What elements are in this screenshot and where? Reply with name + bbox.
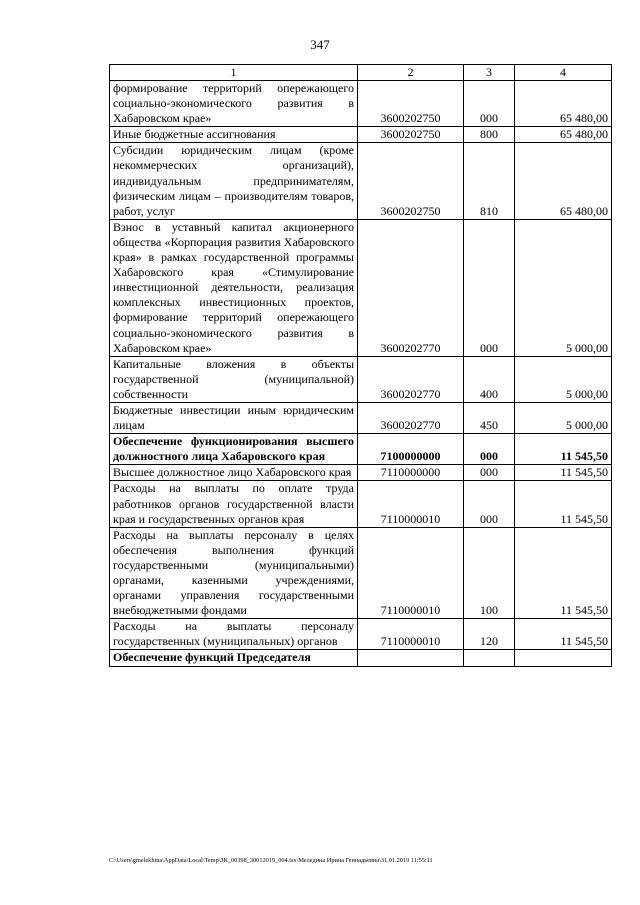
- row-code: 3600202770: [358, 402, 464, 433]
- row-code: 3600202750: [358, 143, 464, 219]
- row-type: 000: [464, 219, 515, 356]
- row-code: 3600202770: [358, 356, 464, 402]
- row-code: 3600202750: [358, 127, 464, 143]
- row-code: 7110000000: [358, 465, 464, 481]
- table-row: [110, 465, 612, 481]
- row-type: 000: [464, 481, 515, 527]
- budget-table: [109, 64, 612, 667]
- table-row: [110, 356, 612, 402]
- row-type: 120: [464, 619, 515, 650]
- row-name: Иные бюджетные ассигнования: [110, 127, 358, 143]
- row-amount: 11 545,50: [515, 434, 612, 465]
- column-header-type: 3: [464, 65, 515, 81]
- row-code: 3600202770: [358, 219, 464, 356]
- row-amount: 11 545,50: [515, 465, 612, 481]
- row-type: 000: [464, 434, 515, 465]
- row-code: 7110000010: [358, 481, 464, 527]
- table-row: [110, 143, 612, 219]
- row-amount: 5 000,00: [515, 402, 612, 433]
- row-amount: 11 545,50: [515, 527, 612, 619]
- row-name: Расходы на выплаты персоналу государственных (муниципальных) органов: [110, 619, 358, 650]
- table-row: [110, 81, 612, 127]
- row-name: Обеспечение функционирования высшего должностного лица Хабаровского края: [110, 434, 358, 465]
- row-name: Высшее должностное лицо Хабаровского края: [110, 465, 358, 481]
- row-amount: 65 480,00: [515, 127, 612, 143]
- row-code: 7110000010: [358, 527, 464, 619]
- row-type: 000: [464, 81, 515, 127]
- row-name: Расходы на выплаты персоналу в целях обеспечения выполнения функций государственными (муниципальными) органами, казенными учреждениями, органами управления государственными внебюджетными фондами: [110, 527, 358, 619]
- row-amount: [515, 650, 612, 666]
- row-name: Расходы на выплаты по оплате труда работников органов государственной власти края и государственных органов края: [110, 481, 358, 527]
- row-name: Взнос в уставный капитал акционерного общества «Корпорация развития Хабаровского края» в рамках государственной программы Хабаровского края «Стимулирование инвестиционной деятельности, реализация комплексных инвестиционных проектов, формирование территорий опережающего социально-экономического развития в Хабаровском крае»: [110, 219, 358, 356]
- row-amount: 65 480,00: [515, 143, 612, 219]
- column-header-amount: 4: [515, 65, 612, 81]
- row-type: 810: [464, 143, 515, 219]
- row-type: [464, 650, 515, 666]
- row-name: Капитальные вложения в объекты государственной (муниципальной) собственности: [110, 356, 358, 402]
- row-name: формирование территорий опережающего социально-экономического развития в Хабаровском крае»: [110, 81, 358, 127]
- row-amount: 11 545,50: [515, 481, 612, 527]
- table-row: [110, 527, 612, 619]
- table-header-row: [110, 65, 612, 81]
- table-row: [110, 481, 612, 527]
- row-amount: 11 545,50: [515, 619, 612, 650]
- row-type: 000: [464, 465, 515, 481]
- row-type: 450: [464, 402, 515, 433]
- row-type: 800: [464, 127, 515, 143]
- row-name: Субсидии юридическим лицам (кроме некоммерческих организаций), индивидуальным предпринимателям, физическим лицам – производителям товаров, работ, услуг: [110, 143, 358, 219]
- row-type: 400: [464, 356, 515, 402]
- row-name: Бюджетные инвестиции иным юридическим лицам: [110, 402, 358, 433]
- table-row: [110, 127, 612, 143]
- column-header-name: 1: [110, 65, 358, 81]
- table-row: [110, 619, 612, 650]
- footer-file-path: C:\Users\gmelekhina\AppData\Local\Temp\ЗК_00398_30012019_004.tsx\Меледина Ирина Геннадьевна\31.01.2019 11:55:11: [109, 857, 433, 864]
- page-number: 347: [310, 37, 330, 52]
- table-row: [110, 219, 612, 356]
- table-row: [110, 402, 612, 433]
- column-header-code: 2: [358, 65, 464, 81]
- row-code: [358, 650, 464, 666]
- row-amount: 65 480,00: [515, 81, 612, 127]
- table-row: [110, 434, 612, 465]
- row-amount: 5 000,00: [515, 356, 612, 402]
- row-name: Обеспечение функций Председателя: [110, 650, 358, 666]
- row-code: 7110000010: [358, 619, 464, 650]
- row-amount: 5 000,00: [515, 219, 612, 356]
- row-type: 100: [464, 527, 515, 619]
- row-code: 3600202750: [358, 81, 464, 127]
- table-row: [110, 650, 612, 666]
- row-code: 7100000000: [358, 434, 464, 465]
